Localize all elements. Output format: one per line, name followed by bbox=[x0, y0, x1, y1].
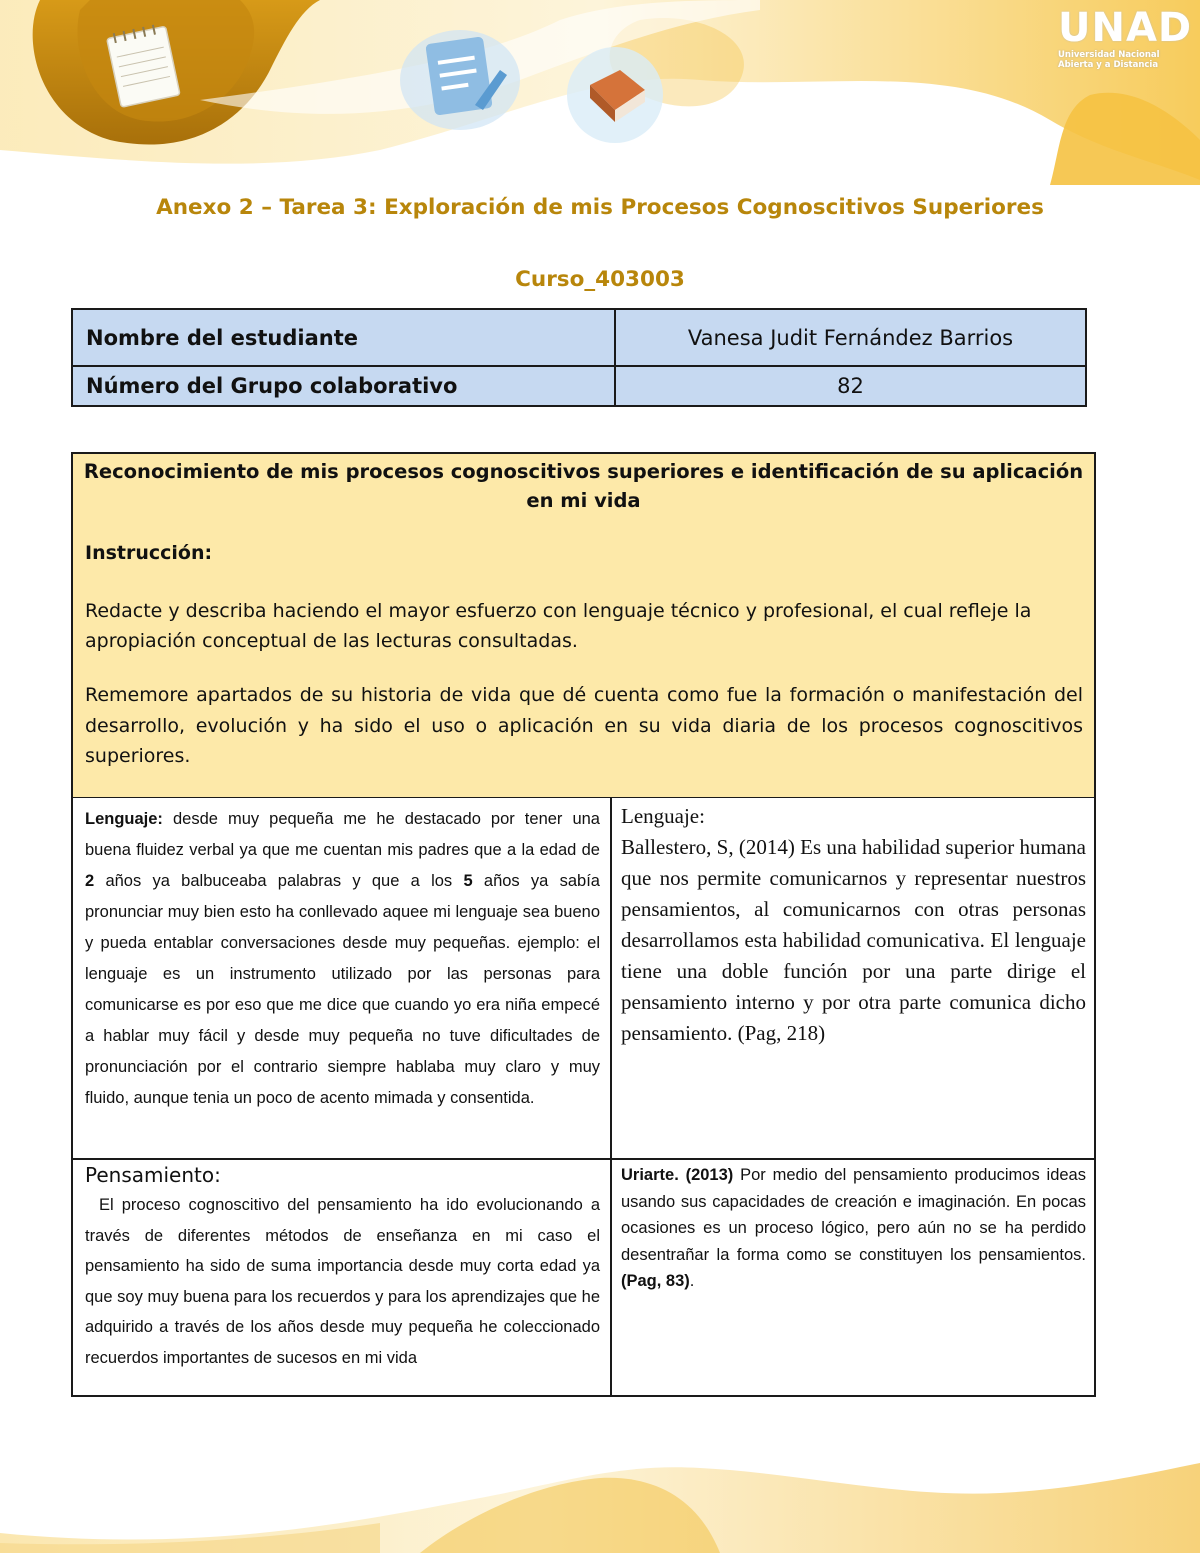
course-code: Curso_403003 bbox=[515, 267, 685, 292]
lenguaje-theory-text: Ballestero, S, (2014) Es una habilidad superior humana que nos permite comunicarnos y representar nuestros pensamientos, al comunicarnos con otras personas desarrollamos esta habilidad comunicativa. El lenguaje tiene una doble función por una parte dirige el pensamiento interno y por otra parte comunica dicho pensamiento. (Pag, 218) bbox=[621, 835, 1086, 1045]
student-name-label: Nombre del estudiante bbox=[72, 309, 615, 366]
book-icon bbox=[560, 40, 670, 150]
pensamiento-theory-page: (Pag, 83) bbox=[621, 1272, 690, 1290]
lenguaje-label: Lenguaje: bbox=[85, 810, 163, 828]
unad-logo bbox=[1058, 5, 1193, 81]
pensamiento-text: El proceso cognoscitivo del pensamiento ha ido evolucionando a través de diferentes métodos de enseñanza en mi caso el pensamiento ha sido de suma importancia desde muy corta edad ya que soy muy buena para los recuerdos y para los aprendizajes que he adquirido a través de los años desde muy pequeña he coleccionado recuerdos importantes de sucesos en mi vida bbox=[85, 1196, 600, 1367]
pensamiento-theory-cell bbox=[621, 1162, 1086, 1295]
group-number-label: Número del Grupo colaborativo bbox=[72, 366, 615, 406]
pensamiento-student-cell bbox=[85, 1160, 600, 1373]
lenguaje-example-label: ejemplo: bbox=[517, 934, 580, 952]
logo-line1: Universidad Nacional bbox=[1058, 50, 1160, 60]
student-name-value: Vanesa Judit Fernández Barrios bbox=[615, 309, 1086, 366]
pensamiento-heading: Pensamiento: bbox=[85, 1163, 221, 1187]
instructions-paragraph-2: Rememore apartados de su historia de vida que dé cuenta como fue la formación o manifestación del desarrollo, evolución y ha sido el uso o aplicación en su vida diaria de los procesos cognoscitivos superiores. bbox=[85, 684, 1083, 767]
lenguaje-text-2: años ya balbuceaba palabras y que a los bbox=[105, 872, 453, 890]
student-info-table bbox=[71, 308, 1087, 407]
instructions-panel bbox=[73, 454, 1094, 798]
notepad-icon bbox=[95, 18, 190, 113]
lenguaje-number-2: 5 bbox=[463, 872, 473, 890]
document-title: Anexo 2 – Tarea 3: Exploración de mis Procesos Cognoscitivos Superiores bbox=[156, 195, 1044, 220]
instructions-heading: Reconocimiento de mis procesos cognoscitivos superiores e identificación de su aplicación en mi vida bbox=[83, 460, 1084, 512]
pensamiento-theory-end: . bbox=[689, 1272, 695, 1290]
pensamiento-theory-text: Por medio del pensamiento producimos ideas usando sus capacidades de creación e imaginación. En pocas ocasiones es un proceso lógico, pero aún no se ha perdido desentrañar la forma como se constituyen los pensamientos. bbox=[621, 1166, 1086, 1264]
column-divider bbox=[610, 798, 612, 1395]
instructions-label: Instrucción: bbox=[85, 542, 213, 564]
process-table bbox=[71, 452, 1096, 1397]
footer-banner bbox=[0, 1403, 1200, 1553]
group-number-value: 82 bbox=[615, 366, 1086, 406]
pensamiento-theory-author: Uriarte. (2013) bbox=[621, 1166, 734, 1184]
instructions-paragraph-1: Redacte y describa haciendo el mayor esfuerzo con lenguaje técnico y profesional, el cual refleje la apropiación conceptual de las lecturas consultadas. bbox=[85, 600, 1032, 652]
lenguaje-theory-cell bbox=[621, 801, 1086, 1049]
lenguaje-text: desde muy pequeña me he destacado por tener una buena fluidez verbal ya que me cuentan mis padres que a la edad de bbox=[85, 810, 600, 859]
lenguaje-student-cell bbox=[85, 804, 600, 1114]
logo-mark: UNAD bbox=[1058, 5, 1193, 51]
clipboard-icon bbox=[395, 15, 525, 135]
lenguaje-example-text: el lenguaje es un instrumento utilizado por las personas para comunicarse es por eso que me dice que cuando yo era niña empecé a hablar muy fácil y desde muy pequeña no tuve dificultades de pronunciación por el contrario siempre hablaba muy claro y muy fluido, aunque tenia un poco de acento mimada y consentida. bbox=[85, 934, 601, 1107]
lenguaje-theory-heading: Lenguaje: bbox=[621, 804, 705, 828]
logo-line2: Abierta y a Distancia bbox=[1058, 60, 1159, 70]
lenguaje-text-3: años ya sabía pronunciar muy bien esto ha conllevado aquee mi lenguaje sea bueno y pueda entablar conversaciones desde muy pequeñas. bbox=[85, 872, 600, 952]
lenguaje-number-1: 2 bbox=[85, 872, 95, 890]
